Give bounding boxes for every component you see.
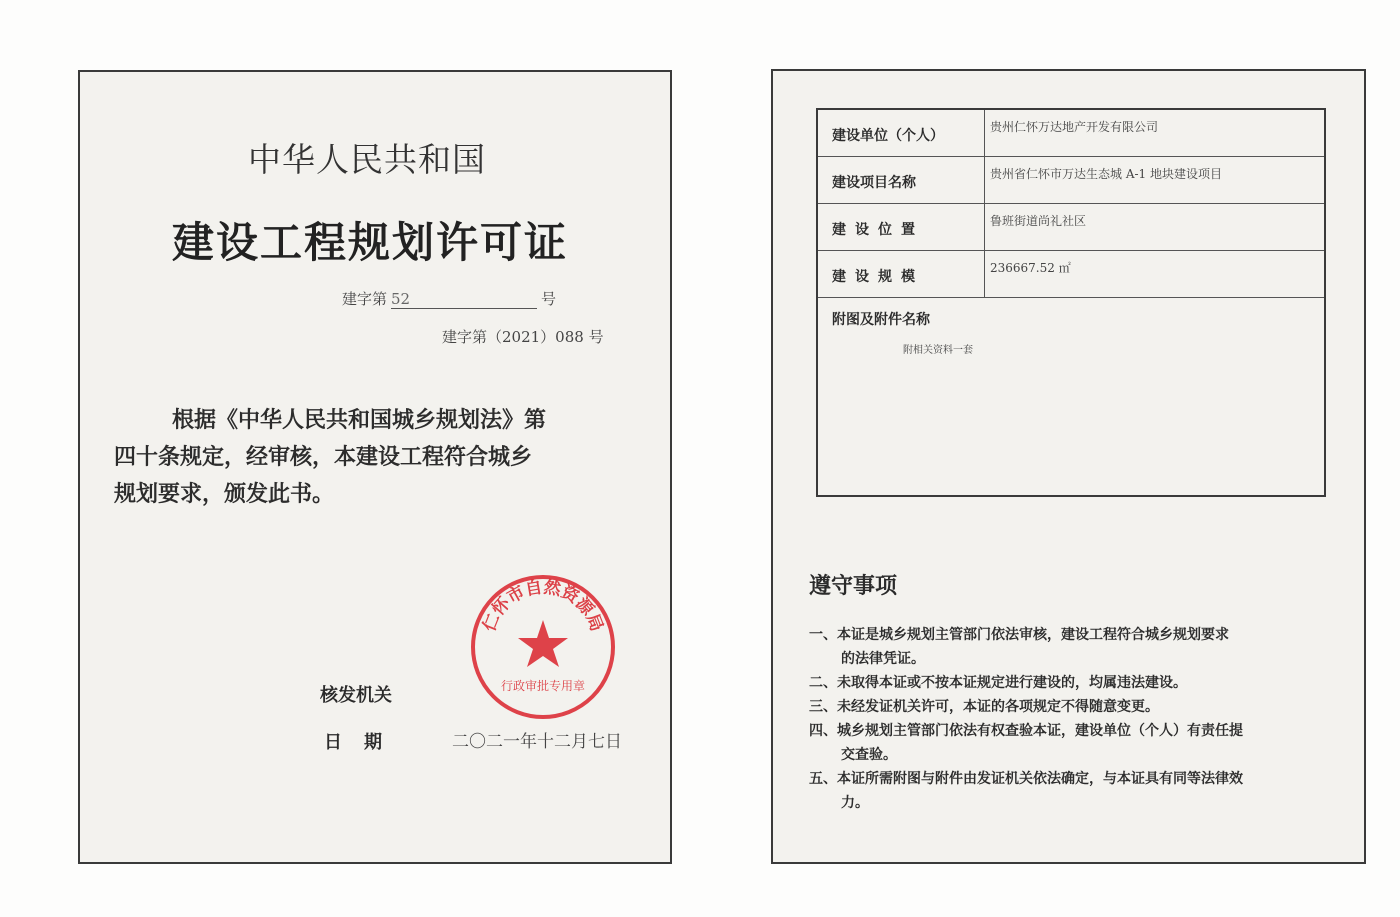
serial-number-row xyxy=(342,288,556,309)
date-label: 日期 xyxy=(324,732,404,753)
construction-unit-label: 建设单位（个人） xyxy=(832,128,944,144)
project-info-table xyxy=(816,108,1326,497)
table-row xyxy=(818,251,1324,298)
note-text: 本证所需附图与附件由发证机关依法确定，与本证具有同等法律效 xyxy=(837,771,1243,787)
body-line-1: 根据《中华人民共和国城乡规划法》第 xyxy=(172,408,547,433)
list-item xyxy=(809,767,1344,815)
note-continuation: 力。 xyxy=(841,795,869,811)
certificate-title: 建设工程规划许可证 xyxy=(172,218,569,267)
stamp-text: 仁怀市自然资源局 xyxy=(479,577,607,635)
attachments-label: 附图及附件名称 xyxy=(832,312,930,328)
certificate-number: 建字第（2021）088 号 xyxy=(442,328,604,346)
note-text: 本证是城乡规划主管部门依法审核，建设工程符合城乡规划要求 xyxy=(837,627,1229,643)
serial-value: 52 xyxy=(391,290,537,309)
note-number: 二、 xyxy=(809,675,837,691)
note-text: 未取得本证或不按本证规定进行建设的，均属违法建设。 xyxy=(837,675,1187,691)
table-row xyxy=(818,204,1324,251)
stamp-star-icon xyxy=(518,620,568,667)
body-line-2: 四十条规定，经审核，本建设工程符合城乡 xyxy=(114,445,533,470)
certificate-body-text xyxy=(114,402,644,513)
note-text: 城乡规划主管部门依法有权查验本证，建设单位（个人）有责任提 xyxy=(837,723,1243,739)
scale-label: 建设规模 xyxy=(832,269,924,285)
note-number: 三、 xyxy=(809,699,837,715)
project-name-value: 贵州省仁怀市万达生态城 A-1 地块建设项目 xyxy=(990,167,1222,181)
construction-unit-value: 贵州仁怀万达地产开发有限公司 xyxy=(990,120,1159,134)
official-seal-stamp xyxy=(468,572,618,722)
table-row xyxy=(818,157,1324,204)
note-number: 一、 xyxy=(809,627,837,643)
country-name: 中华人民共和国 xyxy=(248,140,486,179)
issue-date: 二〇二一年十二月七日 xyxy=(452,732,622,752)
body-line-3: 规划要求，颁发此书。 xyxy=(114,482,335,507)
location-value: 鲁班街道尚礼社区 xyxy=(990,214,1087,228)
scale-value: 236667.52 ㎡ xyxy=(990,261,1071,275)
stamp-subtext: 行政审批专用章 xyxy=(500,679,586,693)
note-continuation: 的法律凭证。 xyxy=(841,651,925,667)
project-name-label: 建设项目名称 xyxy=(832,175,916,191)
list-item xyxy=(809,671,1344,695)
note-number: 五、 xyxy=(809,771,837,787)
serial-suffix: 号 xyxy=(541,290,557,308)
table-row xyxy=(818,110,1324,157)
certificate-cover-page xyxy=(78,70,672,864)
certificate-details-page xyxy=(771,69,1366,864)
list-item xyxy=(809,695,1344,719)
list-item xyxy=(809,623,1344,671)
note-text: 未经发证机关许可，本证的各项规定不得随意变更。 xyxy=(837,699,1159,715)
notes-title: 遵守事项 xyxy=(809,574,898,599)
location-label: 建设位置 xyxy=(832,222,924,238)
issuing-authority-label: 核发机关 xyxy=(320,685,392,706)
note-number: 四、 xyxy=(809,723,837,739)
serial-prefix: 建字第 xyxy=(342,290,388,308)
list-item xyxy=(809,719,1344,767)
attachments-value: 附相关资料一套 xyxy=(903,345,973,356)
note-continuation: 交查验。 xyxy=(841,747,897,763)
